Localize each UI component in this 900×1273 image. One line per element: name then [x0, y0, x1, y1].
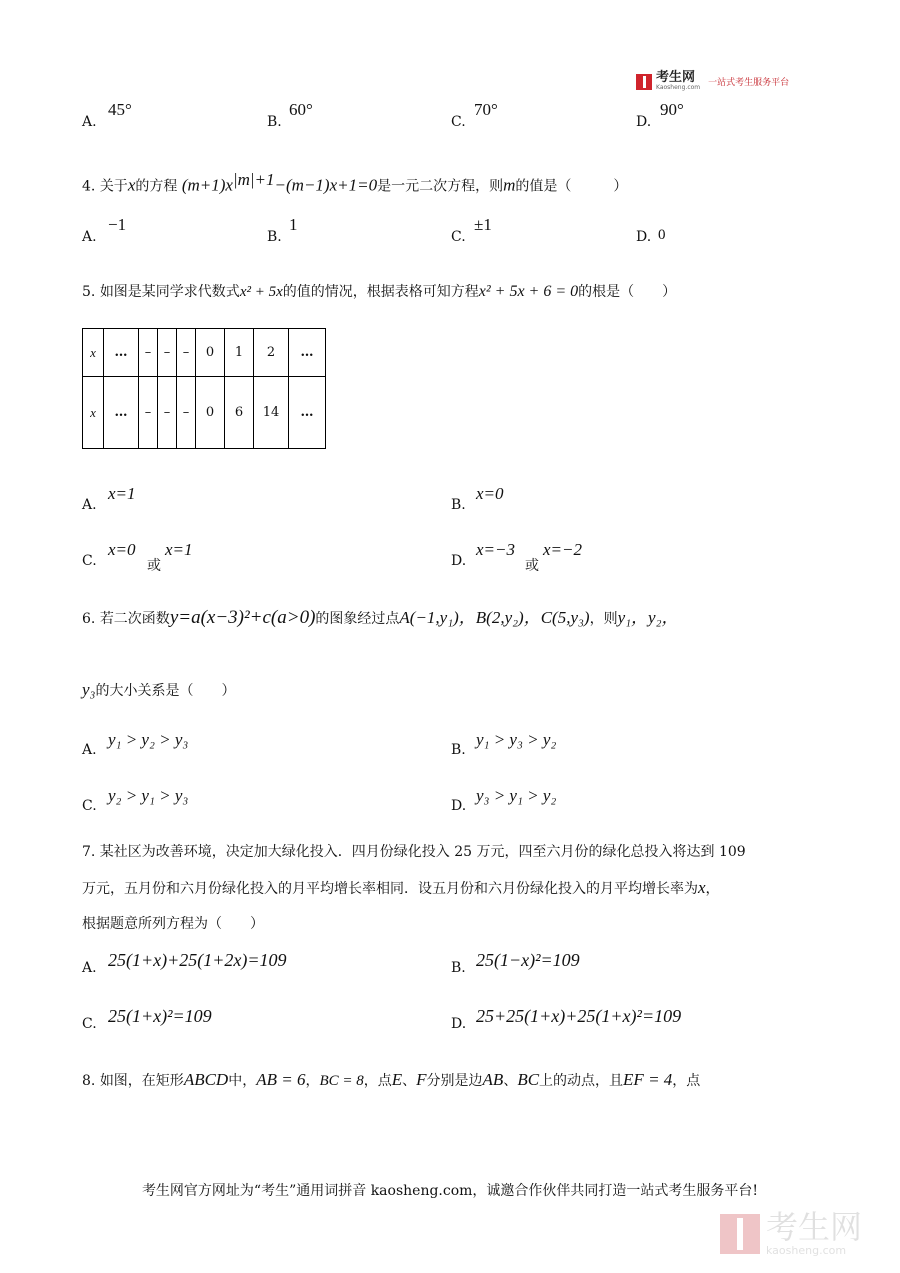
- q6-points: A(−1,y₁)，B(2,y₂)，C(5,y₃): [399, 608, 590, 627]
- table-cell: …: [289, 377, 326, 449]
- q4-option-b-letter: B.: [267, 229, 282, 245]
- q4-eq-a: (m+1)x: [181, 175, 233, 195]
- q8-sep1: ，: [305, 1073, 320, 1089]
- question-5: [82, 282, 676, 302]
- q4-option-b: 1: [289, 215, 298, 234]
- table-cell: x: [83, 377, 104, 449]
- q5-option-d-letter: D.: [451, 553, 467, 569]
- q5-option-b-letter: B.: [451, 497, 466, 513]
- table-cell: 0: [196, 329, 225, 377]
- table-cell: 1: [225, 329, 254, 377]
- q8-bc: BC = 8: [319, 1073, 364, 1089]
- page-footer: 考生网官方网址为“考生”通用词拼音 kaosheng.com，诚邀合作伙伴共同打造一站式考生服务平台!: [141, 1183, 759, 1199]
- table-cell: …: [289, 329, 326, 377]
- q5-option-a-letter: A.: [82, 497, 97, 513]
- table-cell: 6: [225, 377, 254, 449]
- q7-option-a: 25(1+x)+25(1+2x)=109: [108, 950, 287, 970]
- q6-mid: 的图象经过点: [315, 611, 400, 627]
- q8-text5: 上的动点，且: [539, 1073, 624, 1089]
- watermark-logo-icon: [720, 1214, 760, 1254]
- q8-f: F: [416, 1070, 427, 1089]
- q7-line2-var: x: [698, 878, 706, 897]
- q3-option-b-letter: B.: [267, 114, 282, 130]
- q3-option-d: 90°: [660, 100, 684, 119]
- q5-option-d-or: 或: [525, 558, 539, 574]
- q7-option-d: 25+25(1+x)+25(1+x)²=109: [476, 1006, 682, 1026]
- q4-option-d-letter: D.: [636, 229, 652, 245]
- question-6: [82, 608, 679, 629]
- q4-pre: 关于: [99, 178, 128, 195]
- q4-mid: 的方程: [135, 178, 178, 195]
- q6-vars: y₁，y₂，: [617, 608, 679, 627]
- q7-option-c-letter: C.: [82, 1016, 97, 1032]
- q3-option-c: 70°: [474, 100, 498, 119]
- table-row: [83, 329, 326, 377]
- q3-option-c-letter: C.: [451, 114, 466, 130]
- q8-sep3: 、: [503, 1073, 518, 1089]
- table-cell: –: [177, 377, 196, 449]
- q6-post: ，则: [589, 611, 618, 627]
- kaosheng-logo-icon: [636, 74, 652, 90]
- q6-option-b-letter: B.: [451, 742, 466, 758]
- q6-option-b: y₁ > y₃ > y₂: [476, 730, 557, 749]
- question-7-line2: [82, 878, 720, 899]
- q6-option-c: y₂ > y₁ > y₃: [108, 786, 189, 805]
- q8-text3: ，点: [363, 1073, 392, 1089]
- table-cell: …: [104, 377, 139, 449]
- q4-option-c-letter: C.: [451, 229, 466, 245]
- q4-option-a-letter: A.: [82, 229, 97, 245]
- q8-text1: 如图，在矩形: [99, 1073, 184, 1089]
- q6-option-c-letter: C.: [82, 798, 97, 814]
- q7-option-a-letter: A.: [82, 960, 97, 976]
- watermark: [720, 1210, 862, 1257]
- q8-ab2: AB: [482, 1070, 504, 1089]
- question-8: [82, 1070, 700, 1091]
- q5-option-c-or: 或: [147, 558, 161, 574]
- q4-option-d: 0: [658, 227, 666, 243]
- q7-option-d-letter: D.: [451, 1016, 467, 1032]
- q4-eq-sup: |m|+1: [232, 170, 275, 189]
- q5-option-c-1: x=0: [108, 540, 136, 559]
- table-cell: x: [83, 329, 104, 377]
- table-cell: 2: [254, 329, 289, 377]
- logo-name: 考生网: [656, 70, 696, 85]
- q3-option-b: 60°: [289, 100, 313, 119]
- logo-domain: Kaosheng.com: [656, 84, 701, 91]
- table-cell: –: [158, 329, 177, 377]
- table-row: [83, 377, 326, 449]
- header-slogan: 一站式考生服务平台: [708, 78, 790, 88]
- q8-ab: AB = 6: [256, 1070, 306, 1089]
- watermark-domain: kaosheng.com: [766, 1244, 847, 1257]
- question-6-line2: [82, 680, 235, 701]
- q7-option-c: 25(1+x)²=109: [108, 1006, 212, 1026]
- q8-text2: 中，: [228, 1073, 257, 1089]
- q6-option-a: y₁ > y₂ > y₃: [108, 730, 189, 749]
- q5-number: 5.: [82, 284, 96, 300]
- question-4: [82, 170, 627, 197]
- q5-tail: 的根是（ ）: [578, 284, 677, 300]
- q4-tail: 的值是（ ）: [515, 178, 628, 195]
- q6-line2-var: y₃: [82, 680, 96, 699]
- q6-line2: 的大小关系是（ ）: [95, 683, 236, 699]
- q6-option-a-letter: A.: [82, 742, 97, 758]
- q4-option-c: ±1: [474, 215, 492, 234]
- q5-expr: x² + 5x: [239, 284, 283, 300]
- table-cell: –: [177, 329, 196, 377]
- q8-bc2: BC: [517, 1070, 540, 1089]
- q5-eq: x² + 5x + 6 = 0: [478, 283, 579, 300]
- table-cell: 14: [254, 377, 289, 449]
- q5-option-c-2: x=1: [165, 540, 193, 559]
- q8-text6: ，点: [672, 1073, 701, 1089]
- q6-number: 6.: [82, 611, 96, 627]
- q8-rect: ABCD: [183, 1070, 229, 1089]
- q8-e: E: [391, 1070, 403, 1089]
- q4-option-a: −1: [108, 215, 127, 234]
- question-7-line3: 根据题意所列方程为（ ）: [82, 916, 264, 932]
- q7-line2: 万元，五月份和六月份绿化投入的月平均增长率相同．设五月份和六月份绿化投入的月平均增长率为: [82, 881, 698, 897]
- table-cell: –: [139, 329, 158, 377]
- q5-option-c-letter: C.: [82, 553, 97, 569]
- q5-option-d-1: x=−3: [476, 540, 515, 559]
- q3-option-a-letter: A.: [82, 114, 97, 130]
- q3-option-a: 45°: [108, 100, 132, 119]
- watermark-name: 考生网: [766, 1208, 863, 1246]
- q6-func: y=a(x−3)²+c(a>0): [169, 607, 316, 628]
- q8-text4: 分别是边: [426, 1073, 483, 1089]
- q4-eq-b: −(m−1)x+1=0: [274, 175, 378, 195]
- q6-pre: 若二次函数: [99, 611, 170, 627]
- q4-post: 是一元二次方程，则: [377, 178, 504, 195]
- q4-number: 4.: [82, 178, 96, 195]
- q3-option-d-letter: D.: [636, 114, 652, 130]
- q6-option-d-letter: D.: [451, 798, 467, 814]
- q7-line2-end: ，: [705, 881, 720, 897]
- q7-option-b-letter: B.: [451, 960, 466, 976]
- table-cell: –: [158, 377, 177, 449]
- q8-ef: EF = 4: [623, 1070, 673, 1089]
- q5-option-b: x=0: [476, 484, 504, 503]
- q8-number: 8.: [82, 1073, 96, 1089]
- q5-pre: 如图是某同学求代数式: [99, 284, 240, 300]
- q5-value-table: [82, 328, 326, 449]
- header-logo: [636, 72, 789, 91]
- q5-mid: 的值的情况，根据表格可知方程: [282, 284, 479, 300]
- q7-option-b: 25(1−x)²=109: [476, 950, 580, 970]
- q6-option-d: y₃ > y₁ > y₂: [476, 786, 557, 805]
- q5-option-d-2: x=−2: [543, 540, 582, 559]
- q4-var2: m: [503, 175, 516, 195]
- q8-sep2: 、: [402, 1073, 417, 1089]
- q4-var: x: [127, 175, 136, 195]
- table-cell: …: [104, 329, 139, 377]
- table-cell: 0: [196, 377, 225, 449]
- table-cell: –: [139, 377, 158, 449]
- question-7-line1: 7. 某社区为改善环境，决定加大绿化投入．四月份绿化投入 25 万元，四至六月份的绿化总投入将达到 109: [82, 844, 746, 860]
- q5-option-a: x=1: [108, 484, 136, 503]
